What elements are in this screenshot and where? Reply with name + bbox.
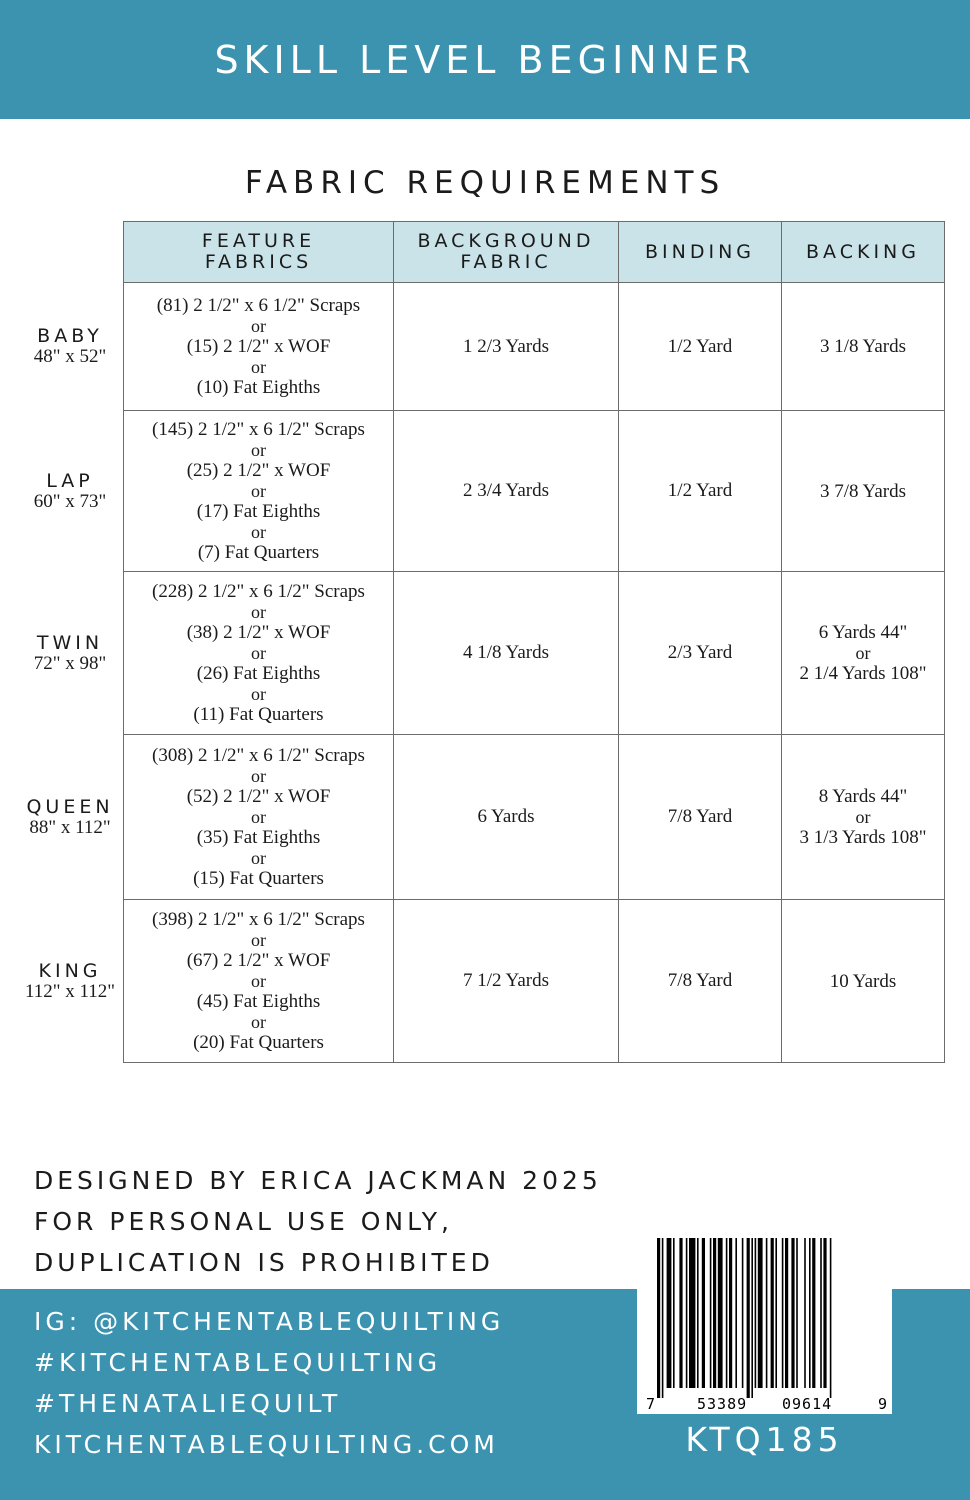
instagram-handle: IG: @KITCHENTABLEQUILTING xyxy=(34,1307,505,1336)
barcode-bar xyxy=(796,1238,798,1388)
table-row xyxy=(124,572,945,735)
barcode-bar xyxy=(771,1238,774,1388)
cell-line: (81) 2 1/2" x 6 1/2" Scraps xyxy=(156,295,361,316)
feature-fabrics-cell xyxy=(124,572,394,735)
barcode-check-digit: 9 xyxy=(878,1395,888,1413)
feature-fabrics-cell xyxy=(124,283,394,411)
cell-line: (7) Fat Quarters xyxy=(197,542,320,563)
background-fabric-cell: 4 1/8 Yards xyxy=(394,572,619,735)
size-dimensions: 112" x 112" xyxy=(24,980,116,1002)
backing-cell xyxy=(782,411,945,572)
size-label xyxy=(10,632,130,674)
barcode-bar xyxy=(686,1238,688,1388)
cell-line: 3 7/8 Yards xyxy=(819,480,907,502)
barcode-bar xyxy=(785,1238,788,1388)
size-label xyxy=(10,796,130,838)
cell-line: 6 Yards 44" xyxy=(818,622,908,643)
barcode-lead-digit: 7 xyxy=(646,1395,656,1413)
cell-line: (145) 2 1/2" x 6 1/2" Scraps xyxy=(152,419,365,440)
barcode-bar xyxy=(718,1238,723,1388)
feature-fabrics-cell xyxy=(124,411,394,572)
size-label xyxy=(10,470,130,512)
backing-cell xyxy=(782,572,945,735)
barcode-bar xyxy=(804,1238,806,1388)
barcode-bar xyxy=(667,1238,672,1388)
barcode-right-group: 09614 xyxy=(782,1395,833,1413)
header-binding: BINDING xyxy=(619,222,782,283)
cell-line: (10) Fat Eighths xyxy=(196,377,321,398)
backing-cell xyxy=(782,283,945,411)
cell-line: 3 1/8 Yards xyxy=(819,336,907,357)
cell-line: (35) Fat Eighths xyxy=(196,827,321,848)
barcode-bar xyxy=(823,1238,826,1388)
barcode-bar xyxy=(710,1238,712,1388)
table-row xyxy=(124,411,945,572)
table-row xyxy=(124,900,945,1063)
barcode-bar xyxy=(673,1238,675,1388)
cell-line: (15) Fat Quarters xyxy=(193,868,324,889)
social-links xyxy=(34,1301,504,1465)
cell-line: (308) 2 1/2" x 6 1/2" Scraps xyxy=(152,745,365,766)
size-name: BABY xyxy=(37,325,103,347)
backing-cell xyxy=(782,735,945,900)
cell-line: (25) 2 1/2" x WOF xyxy=(186,460,331,481)
barcode-bar xyxy=(689,1238,695,1388)
feature-fabrics-cell xyxy=(124,900,394,1063)
size-label xyxy=(10,325,130,367)
header-background-fabric: BACKGROUND FABRIC xyxy=(394,222,619,283)
size-name: LAP xyxy=(46,469,94,492)
background-fabric-cell: 1 2/3 Yards xyxy=(394,283,619,411)
binding-cell: 2/3 Yard xyxy=(619,572,782,735)
usage-line: FOR PERSONAL USE ONLY, xyxy=(34,1207,453,1236)
cell-line: 2 1/4 Yards 108" xyxy=(799,663,927,684)
or-separator: or xyxy=(251,766,266,786)
barcode-bar xyxy=(662,1238,664,1398)
barcode-bar xyxy=(742,1238,744,1388)
barcode-bar xyxy=(679,1238,682,1388)
cell-line: (20) Fat Quarters xyxy=(193,1032,324,1053)
background-fabric-cell: 7 1/2 Yards xyxy=(394,900,619,1063)
barcode-bar xyxy=(830,1238,832,1398)
feature-fabrics-cell xyxy=(124,735,394,900)
barcode-bar xyxy=(702,1238,705,1388)
header-feature-fabrics: FEATURE FABRICS xyxy=(124,222,394,283)
barcode-bar xyxy=(782,1238,784,1388)
barcode-bar xyxy=(758,1238,763,1388)
binding-cell: 1/2 Yard xyxy=(619,411,782,572)
brand-hashtag: #KITCHENTABLEQUILTING xyxy=(34,1348,442,1377)
cell-line: (67) 2 1/2" x WOF xyxy=(186,950,331,971)
barcode-bar xyxy=(697,1238,699,1388)
or-separator: or xyxy=(251,1012,266,1032)
table-row xyxy=(124,283,945,411)
or-separator: or xyxy=(251,971,266,991)
barcode-bars xyxy=(637,1226,892,1414)
or-separator: or xyxy=(855,807,871,827)
section-title: FABRIC REQUIREMENTS xyxy=(244,165,726,201)
size-label xyxy=(10,960,130,1002)
size-dimensions: 88" x 112" xyxy=(29,816,111,838)
cell-line: (228) 2 1/2" x 6 1/2" Scraps xyxy=(152,581,365,602)
or-separator: or xyxy=(251,522,266,542)
restriction-line: DUPLICATION IS PROHIBITED xyxy=(34,1248,494,1277)
barcode-left-group: 53389 xyxy=(697,1395,748,1413)
or-separator: or xyxy=(251,684,266,704)
or-separator: or xyxy=(251,357,266,377)
cell-line: (11) Fat Quarters xyxy=(193,704,324,725)
table-header-row xyxy=(124,222,945,283)
fabric-requirements-table xyxy=(123,221,945,1063)
or-separator: or xyxy=(855,643,871,663)
pattern-sku: KTQ185 xyxy=(685,1420,844,1459)
size-name: QUEEN xyxy=(26,795,114,818)
or-separator: or xyxy=(251,602,266,622)
backing-cell xyxy=(782,900,945,1063)
cell-line: (26) Fat Eighths xyxy=(196,663,321,684)
or-separator: or xyxy=(251,807,266,827)
cell-line: 3 1/3 Yards 108" xyxy=(799,827,927,848)
size-dimensions: 60" x 73" xyxy=(33,490,107,512)
size-name: TWIN xyxy=(36,631,104,654)
barcode xyxy=(637,1226,892,1414)
or-separator: or xyxy=(251,930,266,950)
barcode-bar xyxy=(766,1238,768,1388)
or-separator: or xyxy=(251,316,266,336)
barcode-bar xyxy=(751,1238,753,1398)
binding-cell: 1/2 Yard xyxy=(619,283,782,411)
table-row xyxy=(124,735,945,900)
barcode-bar xyxy=(713,1238,716,1388)
or-separator: or xyxy=(251,481,266,501)
barcode-bar xyxy=(809,1238,811,1388)
website: KITCHENTABLEQUILTING.COM xyxy=(34,1430,499,1459)
barcode-bar xyxy=(729,1238,732,1388)
header-backing: BACKING xyxy=(782,222,945,283)
barcode-bar xyxy=(791,1238,794,1388)
cell-line: 8 Yards 44" xyxy=(818,786,908,807)
cell-line: (45) Fat Eighths xyxy=(196,991,321,1012)
barcode-bar xyxy=(755,1238,757,1388)
cell-line: 10 Yards xyxy=(829,970,897,992)
cell-line: (38) 2 1/2" x WOF xyxy=(186,622,331,643)
background-fabric-cell: 6 Yards xyxy=(394,735,619,900)
barcode-bar xyxy=(775,1238,777,1388)
barcode-bar xyxy=(820,1238,822,1388)
cell-line: (398) 2 1/2" x 6 1/2" Scraps xyxy=(152,909,365,930)
size-name: KING xyxy=(38,959,102,982)
binding-cell: 7/8 Yard xyxy=(619,900,782,1063)
credits xyxy=(34,1160,602,1283)
designer-line: DESIGNED BY ERICA JACKMAN 2025 xyxy=(34,1166,602,1195)
size-dimensions: 48" x 52" xyxy=(33,346,107,367)
cell-line: (52) 2 1/2" x WOF xyxy=(186,786,331,807)
or-separator: or xyxy=(251,848,266,868)
barcode-bar xyxy=(657,1238,660,1398)
barcode-bar xyxy=(812,1238,815,1388)
or-separator: or xyxy=(251,643,266,663)
pattern-hashtag: #THENATALIEQUILT xyxy=(34,1389,342,1418)
cell-line: (17) Fat Eighths xyxy=(196,501,321,522)
size-dimensions: 72" x 98" xyxy=(33,652,107,674)
barcode-bar xyxy=(726,1238,728,1388)
cell-line: (15) 2 1/2" x WOF xyxy=(186,336,331,357)
or-separator: or xyxy=(251,440,266,460)
background-fabric-cell: 2 3/4 Yards xyxy=(394,411,619,572)
skill-level-text: SKILL LEVEL BEGINNER xyxy=(214,37,756,82)
binding-cell: 7/8 Yard xyxy=(619,735,782,900)
skill-level-banner xyxy=(0,0,970,119)
barcode-bar xyxy=(735,1238,737,1388)
barcode-bar xyxy=(747,1238,750,1398)
